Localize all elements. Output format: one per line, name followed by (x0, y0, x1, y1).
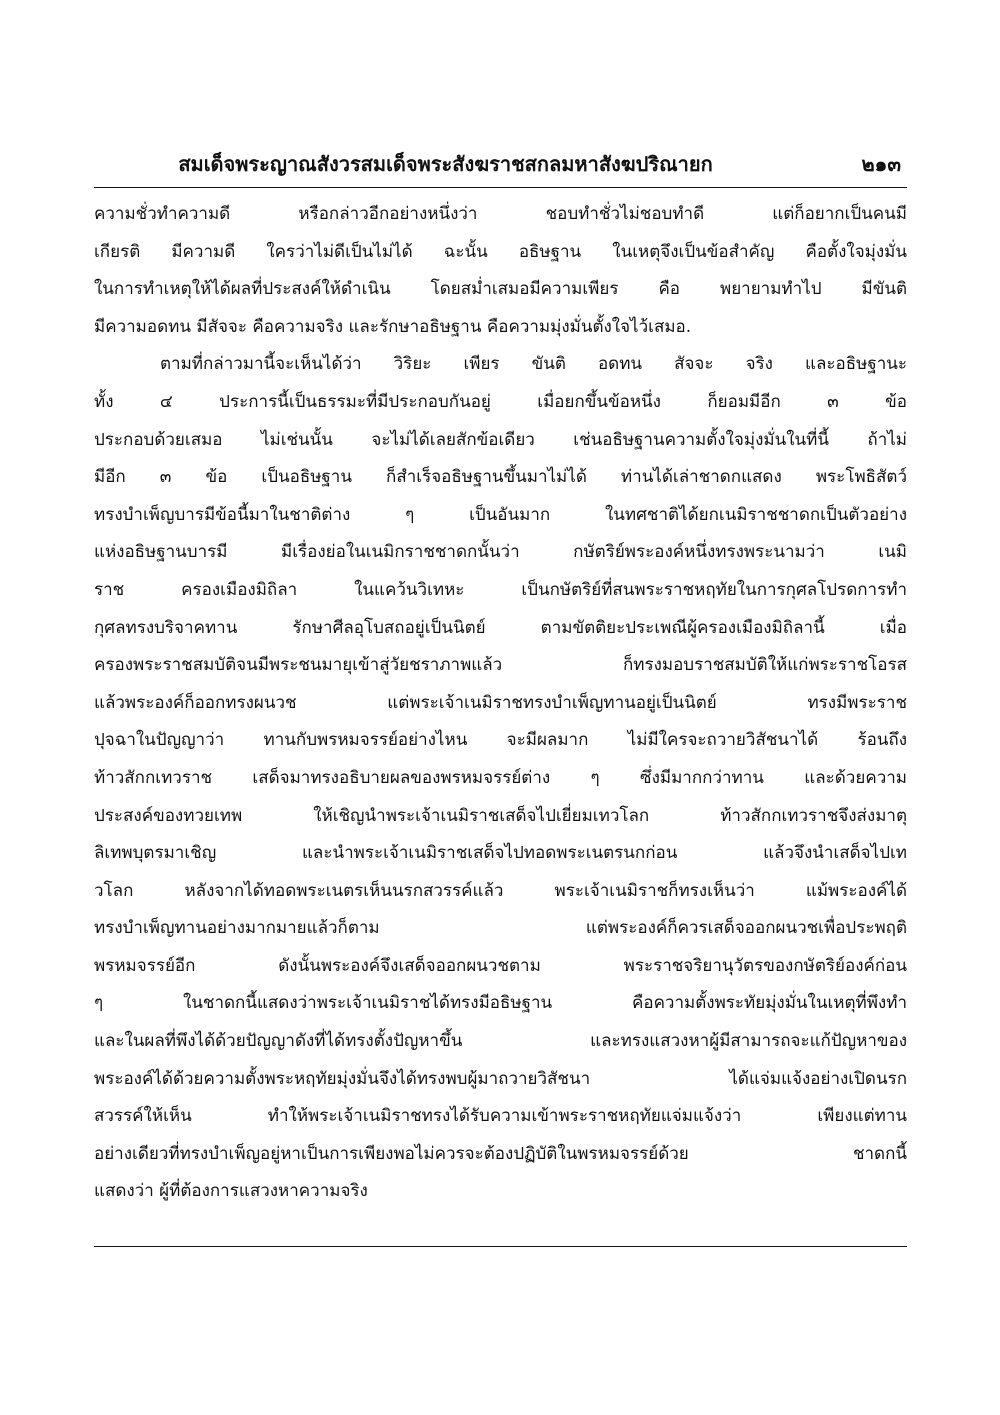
text-line: ทรงบำเพ็ญบารมีข้อนี้มาในชาติต่าง ๆ เป็นอันมาก ในทศชาติได้ยกเนมิราชชาดกเป็นตัวอย่าง (94, 504, 907, 525)
text-line: และในผลที่พึงได้ด้วยปัญญาดังที่ได้ทรงตั้งปัญหาขึ้น และทรงแสวงหาผู้มีสามารถจะแก้ปัญหาของ (94, 1031, 907, 1052)
text-line: ๆ ในชาดกนี้แสดงว่าพระเจ้าเนมิราชได้ทรงมีอธิษฐาน คือความตั้งพระทัยมุ่งมั่นในเหตุที่พึงทำ (94, 993, 907, 1014)
text-line: ท้าวสักกเทวราช เสด็จมาทรงอธิบายผลของพรหมจรรย์ต่าง ๆ ซึ่งมีมากกว่าทาน และด้วยความ (94, 767, 907, 788)
footer-divider (94, 1246, 907, 1247)
text-line: อย่างเดียวที่ทรงบำเพ็ญอยู่หาเป็นการเพียงพอไม่ควรจะต้องปฏิบัติในพรหมจรรย์ด้วย ชาดกนี้ (94, 1143, 907, 1164)
header-divider (94, 187, 907, 188)
text-line: มีความอดทน มีสัจจะ คือความจริง และรักษาอธิษฐาน คือความมุ่งมั่นตั้งใจไว้เสมอ. (94, 316, 692, 337)
text-line: ประสงค์ของทวยเทพ ให้เชิญนำพระเจ้าเนมิราชเสด็จไปเยี่ยมเทวโลก ท้าวสักกเทวราชจึงส่งมาตุ (94, 805, 907, 826)
text-line: มีอีก ๓ ข้อ เป็นอธิษฐาน ก็สำเร็จอธิษฐานขึ้นมาไม่ได้ ท่านได้เล่าชาดกแสดง พระโพธิสัตว์ (94, 467, 907, 488)
text-line: ทั้ง ๔ ประการนี้เป็นธรรมะที่มีประกอบกันอยู่ เมื่อยกขึ้นข้อหนึ่ง ก็ยอมมีอีก ๓ ข้อ (94, 391, 907, 412)
text-line: แห่งอธิษฐานบารมี มีเรื่องย่อในเนมิกราชชาดกนั้นว่า กษัตริย์พระองค์หนึ่งทรงพระนามว่า เนมิ (94, 542, 907, 563)
text-line: ลิเทพบุตรมาเชิญ และนำพระเจ้าเนมิราชเสด็จไปทอดพระเนตรนกก่อน แล้วจึงนำเสด็จไปเท (94, 843, 907, 864)
text-line: แล้วพระองค์ก็ออกทรงผนวช แต่พระเจ้าเนมิราชทรงบำเพ็ญทานอยู่เป็นนิตย์ ทรงมีพระราช (94, 692, 907, 713)
text-line: ปุจฉาในปัญญาว่า ทานกับพรหมจรรย์อย่างไหน จะมีผลมาก ไม่มีใครจะถวายวิสัชนาได้ ร้อนถึง (94, 730, 907, 751)
text-line: ตามที่กล่าวมานี้จะเห็นได้ว่า วิริยะ เพียร ขันติ อดทน สัจจะ จริง และอธิษฐานะ (160, 354, 907, 375)
running-title: สมเด็จพระญาณสังวรสมเด็จพระสังฆราชสกลมหาสังฆปริณายก (178, 152, 713, 176)
text-line: แสดงว่า ผู้ที่ต้องการแสวงหาความจริง (94, 1181, 368, 1202)
text-line: กุศลทรงบริจาคทาน รักษาศีลอุโบสถอยู่เป็นนิตย์ ตามขัตติยะประเพณีผู้ครองเมืองมิถิลานี้ เมื่อ (94, 617, 907, 638)
text-line: วโลก หลังจากได้ทอดพระเนตรเห็นนรกสวรรค์แล้ว พระเจ้าเนมิราชก็ทรงเห็นว่า แม้พระองค์ได้ (94, 880, 907, 901)
text-line: พรหมจรรย์อีก ดังนั้นพระองค์จึงเสด็จออกผนวชตาม พระราชจริยานุวัตรของกษัตริย์องค์ก่อน (94, 955, 907, 976)
text-line: ในการทำเหตุให้ได้ผลที่ประสงค์ให้ดำเนิน โดยสม่ำเสมอมีความเพียร คือ พยายามทำไป มีขันติ (94, 279, 907, 300)
text-line: ประกอบด้วยเสมอ ไม่เช่นนั้น จะไม่ได้เลยสักข้อเดียว เช่นอธิษฐานความตั้งใจมุ่งมั่นในที่นี้ ถ้าไม่ (94, 429, 907, 450)
text-line: พระองค์ได้ด้วยความตั้งพระหฤทัยมุ่งมั่นจึงได้ทรงพบผู้มาถวายวิสัชนา ได้แจ่มแจ้งอย่างเปิดนรก (94, 1068, 907, 1089)
text-line: ทรงบำเพ็ญทานอย่างมากมายแล้วก็ตาม แต่พระองค์ก็ควรเสด็จออกผนวชเพื่อประพฤติ (94, 918, 907, 939)
text-line: ราช ครองเมืองมิถิลา ในแคว้นวิเทหะ เป็นกษัตริย์ที่สนพระราชหฤทัยในการกุศลโปรดการทำ (94, 579, 907, 600)
text-line: ครองพระราชสมบัติจนมีพระชนมายุเข้าสู่วัยชราภาพแล้ว ก็ทรงมอบราชสมบัติให้แก่พระราชโอรส (94, 655, 907, 676)
text-line: สวรรค์ให้เห็น ทำให้พระเจ้าเนมิราชทรงได้รับความเข้าพระราชหฤทัยแจ่มแจ้งว่า เพียงแต่ทาน (94, 1106, 907, 1127)
text-line: เกียรติ มีความดี ใครว่าไม่ดีเป็นไม่ได้ ฉะนั้น อธิษฐาน ในเหตุจึงเป็นข้อสำคัญ คือตั้งใจมุ่งมั่น (94, 241, 907, 262)
text-line: ความชั่วทำความดี หรือกล่าวอีกอย่างหนึ่งว่า ชอบทำชั่วไม่ชอบทำดี แต่ก็อยากเป็นคนมี (94, 204, 907, 224)
page-header (94, 148, 907, 184)
page-number: ๒๑๓ (861, 152, 901, 176)
body-text (94, 196, 907, 1211)
